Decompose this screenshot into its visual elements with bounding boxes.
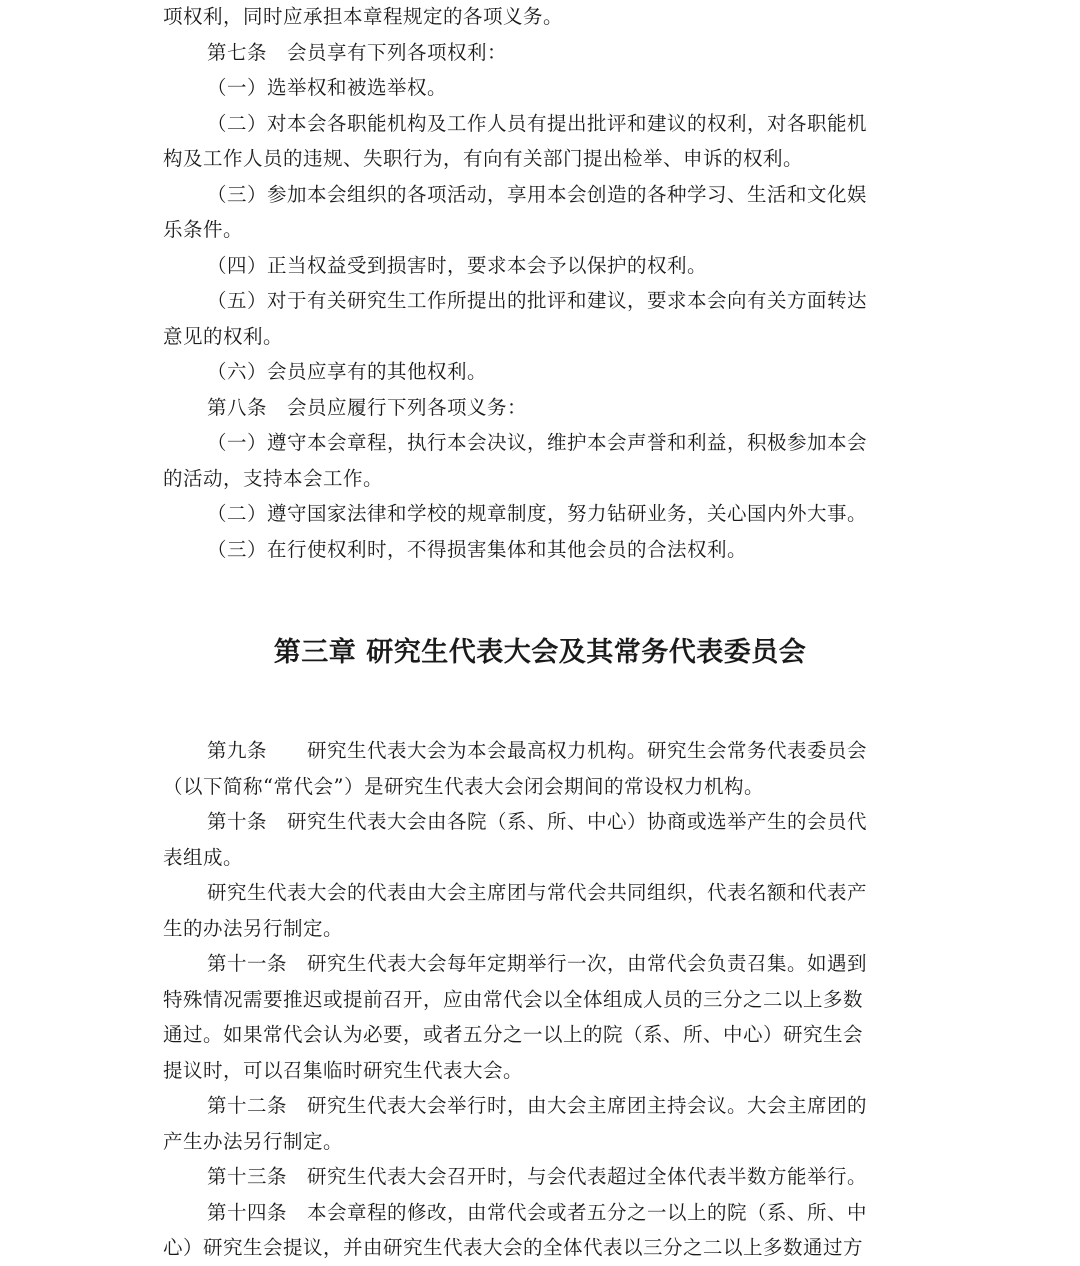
- article-11-cont-1: 特殊情况需要推迟或提前召开，应由常代会以全体组成人员的三分之二以上多数: [163, 987, 864, 1011]
- article-8-item-1: （一）遵守本会章程，执行本会决议，维护本会声誉和利益，积极参加本会: [207, 431, 868, 454]
- text-block-top: [163, 0, 918, 567]
- article-7-item-3-cont: 乐条件。: [163, 218, 244, 241]
- article-8-item-2: （二）遵守国家法律和学校的规章制度，努力钻研业务，关心国内外大事。: [207, 502, 868, 525]
- article-8-heading: 第八条 会员应履行下列各项义务：: [207, 395, 528, 419]
- article-9-cont: （以下简称“常代会”）是研究生代表大会闭会期间的常设权力机构。: [163, 774, 764, 798]
- article-7-item-5-cont: 意见的权利。: [163, 324, 284, 348]
- article-10-cont: 表组成。: [163, 845, 244, 869]
- article-8-item-3: （三）在行使权利时，不得损害集体和其他会员的合法权利。: [207, 537, 748, 561]
- article-7-item-2: （二）对本会各职能机构及工作人员有提出批评和建议的权利，对各职能机: [207, 111, 868, 135]
- article-11: 第十一条 研究生代表大会每年定期举行一次，由常代会负责召集。如遇到: [207, 952, 868, 975]
- article-10-para: 研究生代表大会的代表由大会主席团与常代会共同组织，代表名额和代表产: [207, 881, 868, 904]
- article-7-item-5: （五）对于有关研究生工作所提出的批评和建议，要求本会向有关方面转达: [207, 289, 868, 312]
- article-12: 第十二条 研究生代表大会举行时，由大会主席团主持会议。大会主席团的: [207, 1094, 868, 1117]
- article-12-cont: 产生办法另行制定。: [163, 1129, 344, 1153]
- article-11-cont-2: 通过。如果常代会认为必要，或者五分之一以上的院（系、所、中心）研究生会: [163, 1023, 864, 1046]
- article-7-item-2-cont: 构及工作人员的违规、失职行为，有向有关部门提出检举、申诉的权利。: [163, 147, 804, 170]
- article-7-item-3: （三）参加本会组织的各项活动，享用本会创造的各种学习、生活和文化娱: [207, 182, 868, 206]
- article-14-cont: 心）研究生会提议，并由研究生代表大会的全体代表以三分之二以上多数通过方: [163, 1236, 864, 1259]
- chapter-title: 第三章 研究生代表大会及其常务代表委员会: [273, 637, 807, 668]
- article-7-item-4: （四）正当权益受到损害时，要求本会予以保护的权利。: [207, 253, 708, 277]
- article-11-cont-3: 提议时，可以召集临时研究生代表大会。: [163, 1058, 524, 1082]
- article-10: 第十条 研究生代表大会由各院（系、所、中心）协商或选举产生的会员代: [207, 810, 868, 833]
- article-9: 第九条 研究生代表大会为本会最高权力机构。研究生会常务代表委员会: [207, 739, 868, 762]
- article-14: 第十四条 本会章程的修改，由常代会或者五分之一以上的院（系、所、中: [207, 1200, 868, 1224]
- text-block-bottom: [163, 733, 918, 1266]
- article-8-item-1-cont: 的活动，支持本会工作。: [163, 466, 384, 490]
- article-7-item-6: （六）会员应享有的其他权利。: [207, 360, 488, 383]
- article-13: 第十三条 研究生代表大会召开时，与会代表超过全体代表半数方能举行。: [207, 1165, 868, 1188]
- text-line: 项权利，同时应承担本章程规定的各项义务。: [163, 5, 564, 28]
- article-7-heading: 第七条 会员享有下列各项权利：: [207, 40, 508, 64]
- article-7-item-1: （一）选举权和被选举权。: [207, 76, 448, 99]
- article-10-para-cont: 生的办法另行制定。: [163, 916, 344, 940]
